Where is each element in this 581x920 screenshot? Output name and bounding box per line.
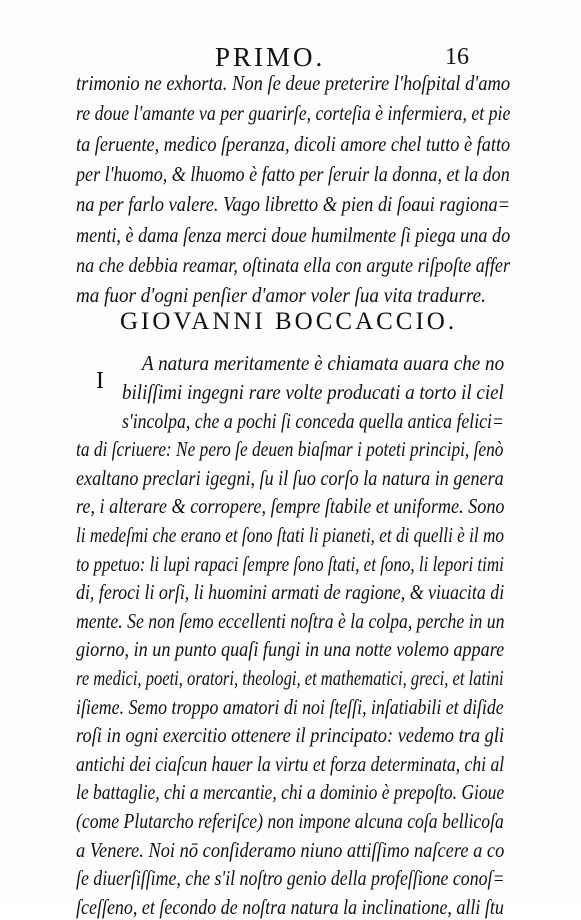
text-line: ta ſeruente, medico ſperanza, dicoli amore chel tutto è fatto: [76, 131, 511, 156]
text-line: a Venere. Noi nō conſideramo niuno attiſſimo naſcere a co: [76, 837, 505, 862]
text-line: mente. Se non ſemo eccellenti noſtra è la colpa, perche in un: [76, 608, 505, 633]
text-line: exaltano preclari igegni, ſu il ſuo corſo la natura in genera: [76, 465, 504, 490]
text-line: per l'huomo, & lhuomo è fatto per ſeruir la donna, et la don: [76, 161, 510, 186]
text-line: A natura meritamente è chiamata auara che no: [142, 351, 505, 376]
text-line: di, feroci li orſi, li huomini armati de ragione, & viuacita di: [76, 580, 505, 605]
text-line: biliſſimi ingegni rare volte producati a torto il ciel: [122, 380, 504, 404]
running-head: PRIMO.: [215, 42, 326, 72]
text-line: ſe diuerſiſſime, che s'il noſtro genio della profeſſione conoſ=: [76, 866, 505, 891]
text-line: (come Plutarcho referiſce) non impone alcuna coſa bellicoſa: [76, 809, 504, 833]
text-line: re, i alterare & corropere, ſempre ſtabile et uniforme. Sono: [76, 494, 505, 519]
text-line: re medici, poeti, oratori, theologi, et mathematici, greci, et latini: [76, 666, 504, 690]
section-title: GIOVANNI BOCCACCIO.: [120, 308, 458, 336]
text-line: re doue l'amante va per guarirſe, corteſia è infermiera, et pie: [76, 101, 511, 126]
text-line: ma fuor d'ogni penſier d'amor voler ſua vita tradurre.: [76, 283, 486, 308]
text-line: ſceſſeno, et ſecondo de noſtra natura la inclinatione, alli ſtu: [76, 894, 504, 919]
text-line: roſi in ogni exercitio ottenere il principato: vedemo tra gli: [76, 723, 505, 748]
text-line: iſieme. Semo troppo amatori di noi ſteſſi, inſatiabili et diſide: [76, 694, 504, 719]
text-line: to ppetuo: li lupi rapaci ſempre ſono ſtati, et ſono, li lepori timi: [76, 551, 504, 576]
text-line: li medeſmi che erano et ſono ſtati li pianeti, et di quelli è il mo: [76, 523, 505, 547]
text-line: s'incolpa, che a pochi ſi conceda quella antica felici=: [122, 408, 504, 433]
text-line: menti, è dama ſenza merci doue humilmente ſi piega una do: [76, 222, 511, 247]
text-line: na che debbia reamar, oſtinata ella con argute riſpoſte affer: [76, 252, 511, 277]
text-line: antichi dei ciaſcun hauer la virtu et forza determinata, chi al: [76, 751, 505, 776]
page-number: 16: [445, 44, 469, 70]
text-line: le battaglie, chi a mercantie, chi a dominio è prepoſto. Gioue: [76, 780, 505, 805]
drop-initial: I: [96, 368, 104, 395]
text-line: na per farlo valere. Vago libretto & pien di ſoaui ragiona=: [76, 192, 511, 217]
text-line: trimonio ne exhorta. Non ſe deue preterire l'hoſpital d'amo: [76, 71, 511, 95]
text-line: ta di ſcriuere: Ne pero ſe deuen biaſmar i poteti principi, ſenò: [76, 437, 504, 462]
text-line: giorno, in un punto quaſi fungi in una notte volemo appare: [76, 637, 505, 662]
